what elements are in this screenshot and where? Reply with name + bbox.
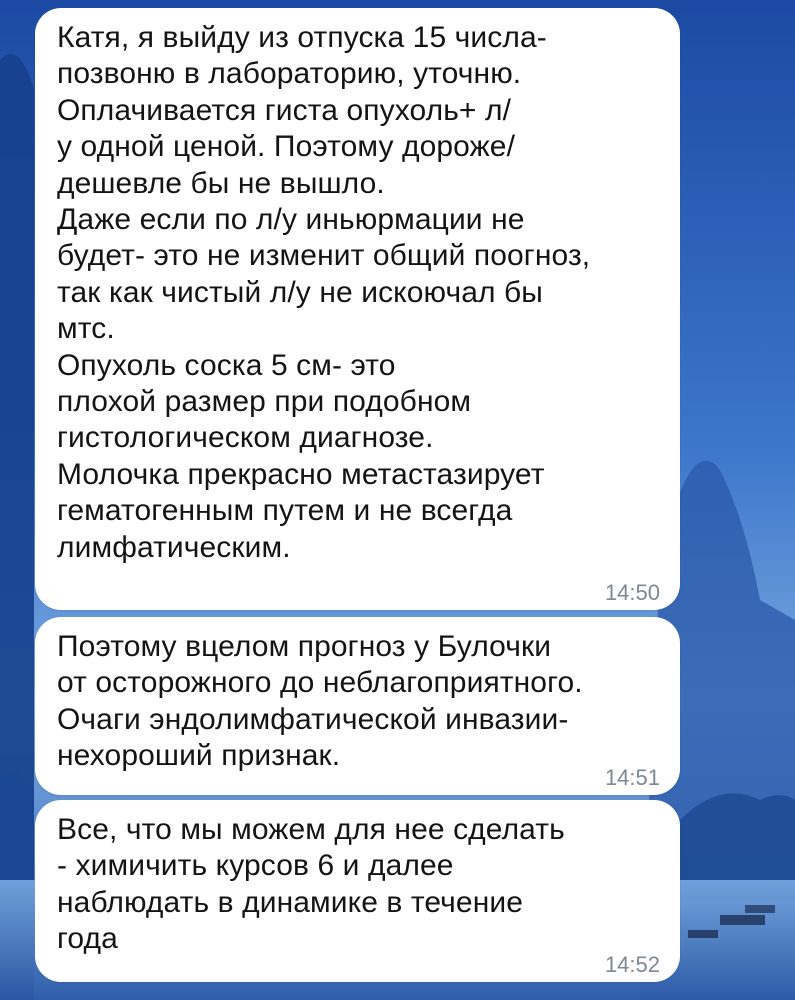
message-line: Молочка прекрасно метастазирует (57, 457, 545, 491)
message-line: у одной ценой. Поэтому дороже/ (57, 130, 516, 164)
message-line: от осторожного до неблагоприятного. (57, 666, 583, 700)
message-line: гематогенным путем и не всегда (57, 494, 513, 528)
message-line: - химичить курсов 6 и далее (57, 849, 454, 883)
message-bubble[interactable] (35, 8, 680, 610)
message-text (57, 20, 650, 566)
message-time: 14:51 (604, 765, 660, 790)
message-time: 14:50 (604, 580, 660, 605)
message-bubble[interactable] (35, 617, 680, 795)
message-line: наблюдать в динамике в течение (57, 885, 524, 919)
message-line: гистологическом диагнозе. (57, 421, 434, 455)
message-line: нехороший признак. (57, 739, 341, 773)
message-line: будет- это не изменит общий поогноз, (57, 239, 591, 273)
message-line: дешевле бы не вышло. (57, 166, 385, 200)
message-line: плохой размер при подобном (57, 385, 472, 419)
message-line: Оплачивается гиста опухоль+ л/ (57, 93, 512, 127)
message-bubble[interactable] (35, 800, 680, 982)
message-time: 14:52 (604, 952, 660, 977)
message-line: так как чистый л/у не искоючал бы (57, 275, 543, 309)
message-line: позвоню в лабораторию, уточню. (57, 57, 522, 91)
message-line: мтс. (57, 312, 115, 346)
message-line: Все, что мы можем для нее сделать (57, 813, 565, 846)
message-line: Поэтому вцелом прогноз у Булочки (57, 630, 552, 663)
message-line: Опухоль соска 5 см- это (57, 348, 396, 382)
message-text (57, 812, 650, 958)
message-line: года (57, 922, 118, 956)
message-line: Очаги эндолимфатической инвазии- (57, 702, 569, 736)
message-line: Катя, я выйду из отпуска 15 числа- (57, 21, 547, 54)
message-text (57, 629, 650, 775)
message-line: Даже если по л/у иньюрмации не (57, 203, 525, 237)
message-line: лимфатическим. (57, 530, 291, 564)
